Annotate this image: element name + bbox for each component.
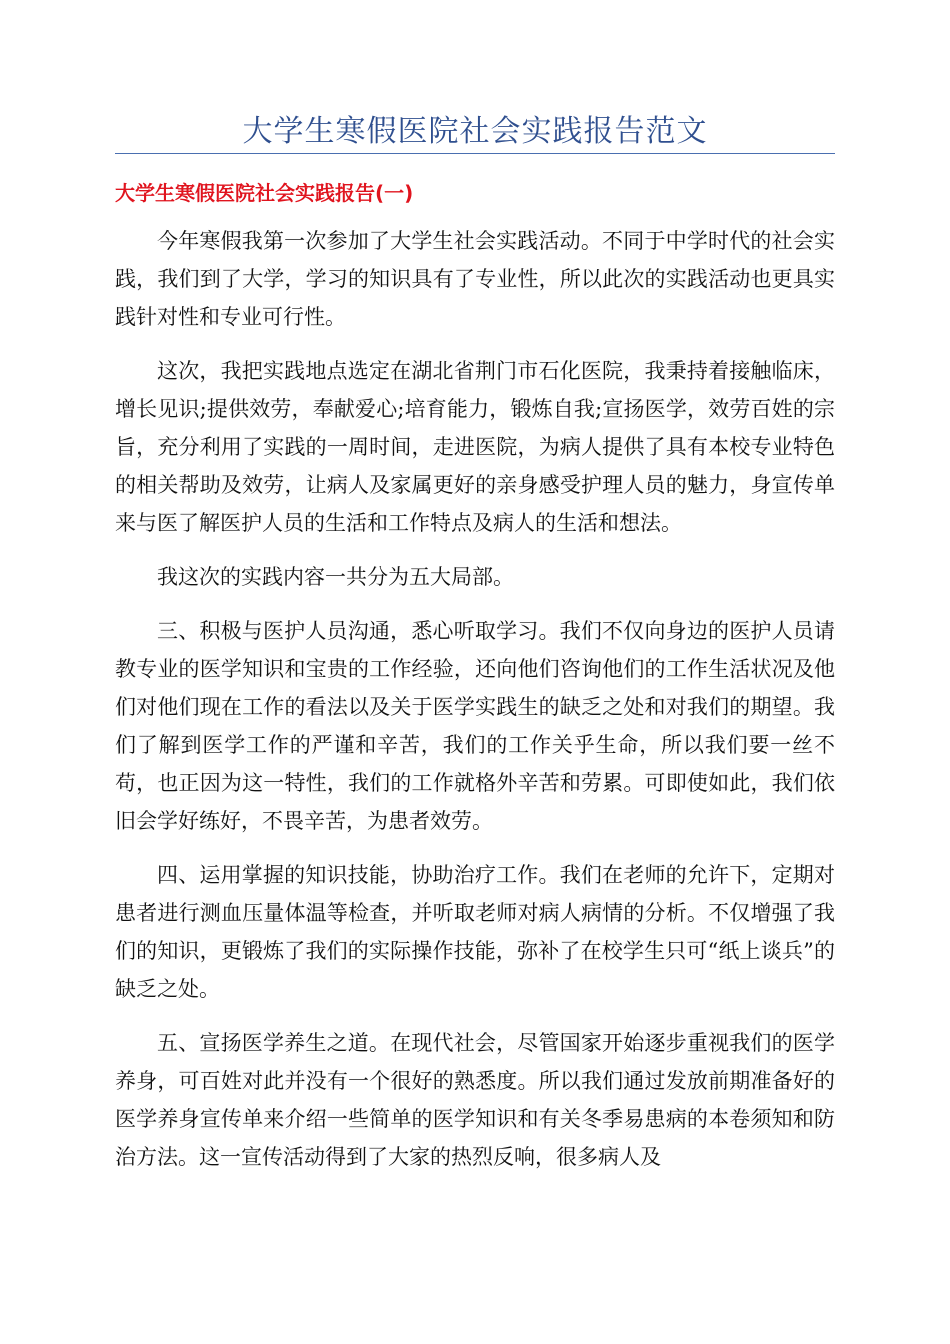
paragraph: 四、运用掌握的知识技能，协助治疗工作。我们在老师的允许下，定期对患者进行测血压量体温等检查，并听取老师对病人病情的分析。不仅增强了我们的知识，更锻炼了我们的实际操作技能，弥补了在校学生只可“纸上谈兵”的缺乏之处。 bbox=[115, 863, 835, 1001]
paragraph: 五、宣扬医学养生之道。在现代社会，尽管国家开始逐步重视我们的医学养身，可百姓对此并没有一个很好的熟悉度。所以我们通过发放前期准备好的医学养身宣传单来介绍一些简单的医学知识和有关冬季易患病的本卷须知和防治方法。这一宣传活动得到了大家的热烈反响，很多病人及 bbox=[115, 1031, 835, 1169]
section-heading: 大学生寒假医院社会实践报告(一) bbox=[115, 181, 414, 205]
paragraph: 三、积极与医护人员沟通，悉心听取学习。我们不仅向身边的医护人员请教专业的医学知识和宝贵的工作经验，还向他们咨询他们的工作生活状况及他们对他们现在工作的看法以及关于医学实践生的缺乏之处和对我们的期望。我们了解到医学工作的严谨和辛苦，我们的工作关乎生命，所以我们要一丝不苟，也正因为这一特性，我们的工作就格外辛苦和劳累。可即使如此，我们依旧会学好练好，不畏辛苦，为患者效劳。 bbox=[115, 619, 835, 833]
title-underline bbox=[115, 153, 835, 154]
document-title: 大学生寒假医院社会实践报告范文 bbox=[242, 114, 708, 149]
paragraph: 我这次的实践内容一共分为五大局部。 bbox=[157, 565, 514, 589]
paragraph: 今年寒假我第一次参加了大学生社会实践活动。不同于中学时代的社会实践，我们到了大学，学习的知识具有了专业性，所以此次的实践活动也更具实践针对性和专业可行性。 bbox=[115, 229, 835, 329]
paragraph: 这次，我把实践地点选定在湖北省荆门市石化医院，我秉持着接触临床，增长见识;提供效劳，奉献爱心;培育能力，锻炼自我;宣扬医学，效劳百姓的宗旨，充分利用了实践的一周时间，走进医院，为病人提供了具有本校专业特色的相关帮助及效劳，让病人及家属更好的亲身感受护理人员的魅力，身宣传单来与医了解医护人员的生活和工作特点及病人的生活和想法。 bbox=[115, 359, 835, 535]
document-body bbox=[115, 222, 835, 1192]
